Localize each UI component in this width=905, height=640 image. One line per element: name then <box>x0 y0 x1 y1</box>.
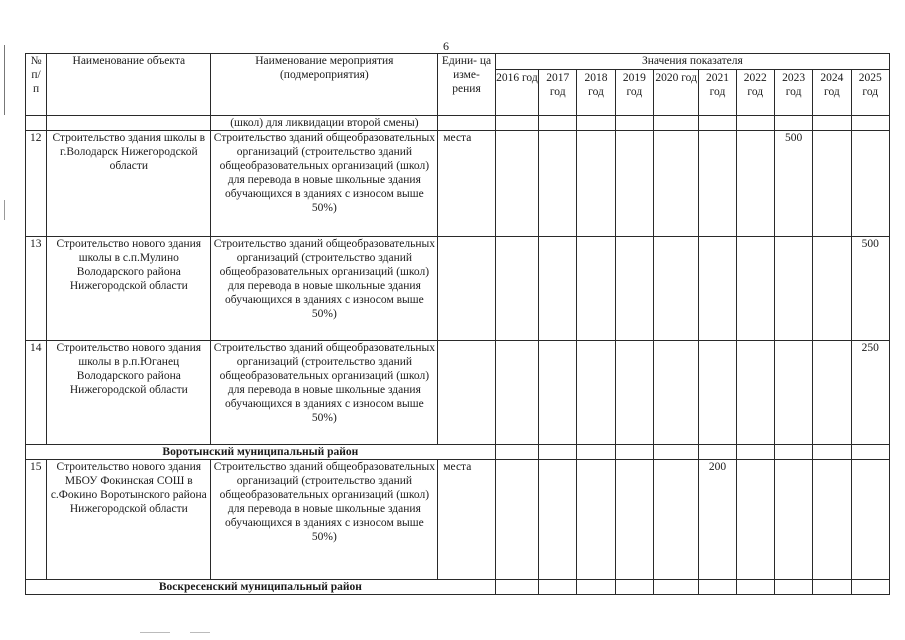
row-number: 13 <box>26 237 47 341</box>
scan-margin-mark <box>4 45 5 115</box>
table-row <box>26 237 890 341</box>
value-cell <box>851 460 889 580</box>
header-year: 2017 год <box>539 70 577 116</box>
value-cell <box>736 341 774 445</box>
value-cell <box>774 341 812 445</box>
value-cell <box>577 131 615 237</box>
value-cell: 500 <box>851 237 889 341</box>
row-number: 12 <box>26 131 47 237</box>
table-cell <box>47 116 211 131</box>
scan-margin-mark <box>4 200 5 220</box>
section-title-voskresensky: Воскресенский муниципальный район <box>26 580 496 595</box>
value-cell <box>615 237 653 341</box>
section-row <box>26 445 890 460</box>
page-number: 6 <box>443 39 449 53</box>
header-year: 2018 год <box>577 70 615 116</box>
header-values-title: Значения показателя <box>495 54 889 70</box>
header-year: 2022 год <box>736 70 774 116</box>
scan-margin-mark <box>140 632 170 633</box>
value-cell <box>774 237 812 341</box>
activity-cell: Строительство зданий общеобразовательных организаций (строительство зданий общеобразовательных организаций (школ) для перевода в новые школьные здания обучающихся в зданиях с износом выше 50%) <box>211 341 438 445</box>
value-cell <box>653 341 698 445</box>
value-cell <box>813 131 851 237</box>
value-cell: 500 <box>774 131 812 237</box>
value-cell <box>851 131 889 237</box>
value-cell <box>495 460 538 580</box>
activity-cell: (школ) для ликвидации второй смены) <box>211 116 438 131</box>
header-row <box>26 54 890 70</box>
header-year: 2020 год <box>653 70 698 116</box>
section-row <box>26 580 890 595</box>
header-object-name: Наименование объекта <box>47 54 211 116</box>
value-cell <box>495 237 538 341</box>
value-cell <box>539 341 577 445</box>
unit-cell <box>438 341 495 445</box>
value-cell <box>699 341 736 445</box>
scan-margin-mark <box>190 632 210 633</box>
continuation-row <box>26 116 890 131</box>
value-cell <box>539 237 577 341</box>
unit-cell <box>438 237 495 341</box>
header-year: 2025 год <box>851 70 889 116</box>
unit-cell: места <box>438 131 495 237</box>
table-row <box>26 341 890 445</box>
header-activity-name: Наименование мероприятия (подмероприятия) <box>211 54 438 116</box>
object-name-cell: Строительство нового здания школы в с.п.Мулино Володарского района Нижегородской области <box>47 237 211 341</box>
indicators-table <box>25 53 890 595</box>
value-cell <box>615 131 653 237</box>
activity-cell: Строительство зданий общеобразовательных организаций (строительство зданий общеобразовательных организаций (школ) для перевода в новые школьные здания обучающихся в зданиях с износом выше 50%) <box>211 460 438 580</box>
header-year: 2021 год <box>699 70 736 116</box>
value-cell <box>813 341 851 445</box>
value-cell <box>495 131 538 237</box>
header-num: № п/ п <box>26 54 47 116</box>
header-year: 2024 год <box>813 70 851 116</box>
value-cell <box>539 131 577 237</box>
activity-cell: Строительство зданий общеобразовательных организаций (строительство зданий общеобразовательных организаций (школ) для перевода в новые школьные здания обучающихся в зданиях с износом выше 50%) <box>211 131 438 237</box>
table-row <box>26 131 890 237</box>
object-name-cell: Строительство здания школы в г.Володарск Нижегородской области <box>47 131 211 237</box>
value-cell <box>653 237 698 341</box>
header-year: 2023 год <box>774 70 812 116</box>
value-cell <box>577 341 615 445</box>
value-cell <box>653 460 698 580</box>
section-title-vorotynsky: Воротынский муниципальный район <box>26 445 496 460</box>
value-cell <box>813 237 851 341</box>
value-cell <box>736 237 774 341</box>
value-cell <box>615 341 653 445</box>
object-name-cell: Строительство нового здания МБОУ Фокинская СОШ в с.Фокино Воротынского района Нижегородской области <box>47 460 211 580</box>
header-year: 2019 год <box>615 70 653 116</box>
value-cell <box>774 460 812 580</box>
value-cell <box>539 460 577 580</box>
table-cell <box>438 116 495 131</box>
value-cell <box>736 131 774 237</box>
value-cell <box>699 131 736 237</box>
table-cell <box>26 116 47 131</box>
header-unit: Едини- ца изме- рения <box>438 54 495 116</box>
value-cell <box>653 131 698 237</box>
row-number: 15 <box>26 460 47 580</box>
value-cell <box>699 237 736 341</box>
value-cell <box>577 460 615 580</box>
header-year: 2016 год <box>495 70 538 116</box>
value-cell: 250 <box>851 341 889 445</box>
row-number: 14 <box>26 341 47 445</box>
value-cell <box>577 237 615 341</box>
activity-cell: Строительство зданий общеобразовательных организаций (строительство зданий общеобразовательных организаций (школ) для перевода в новые школьные здания обучающихся в зданиях с износом выше 50%) <box>211 237 438 341</box>
object-name-cell: Строительство нового здания школы в р.п.Юганец Володарского района Нижегородской области <box>47 341 211 445</box>
table-row <box>26 460 890 580</box>
value-cell <box>495 341 538 445</box>
unit-cell: места <box>438 460 495 580</box>
value-cell <box>615 460 653 580</box>
value-cell <box>736 460 774 580</box>
value-cell <box>813 460 851 580</box>
value-cell: 200 <box>699 460 736 580</box>
